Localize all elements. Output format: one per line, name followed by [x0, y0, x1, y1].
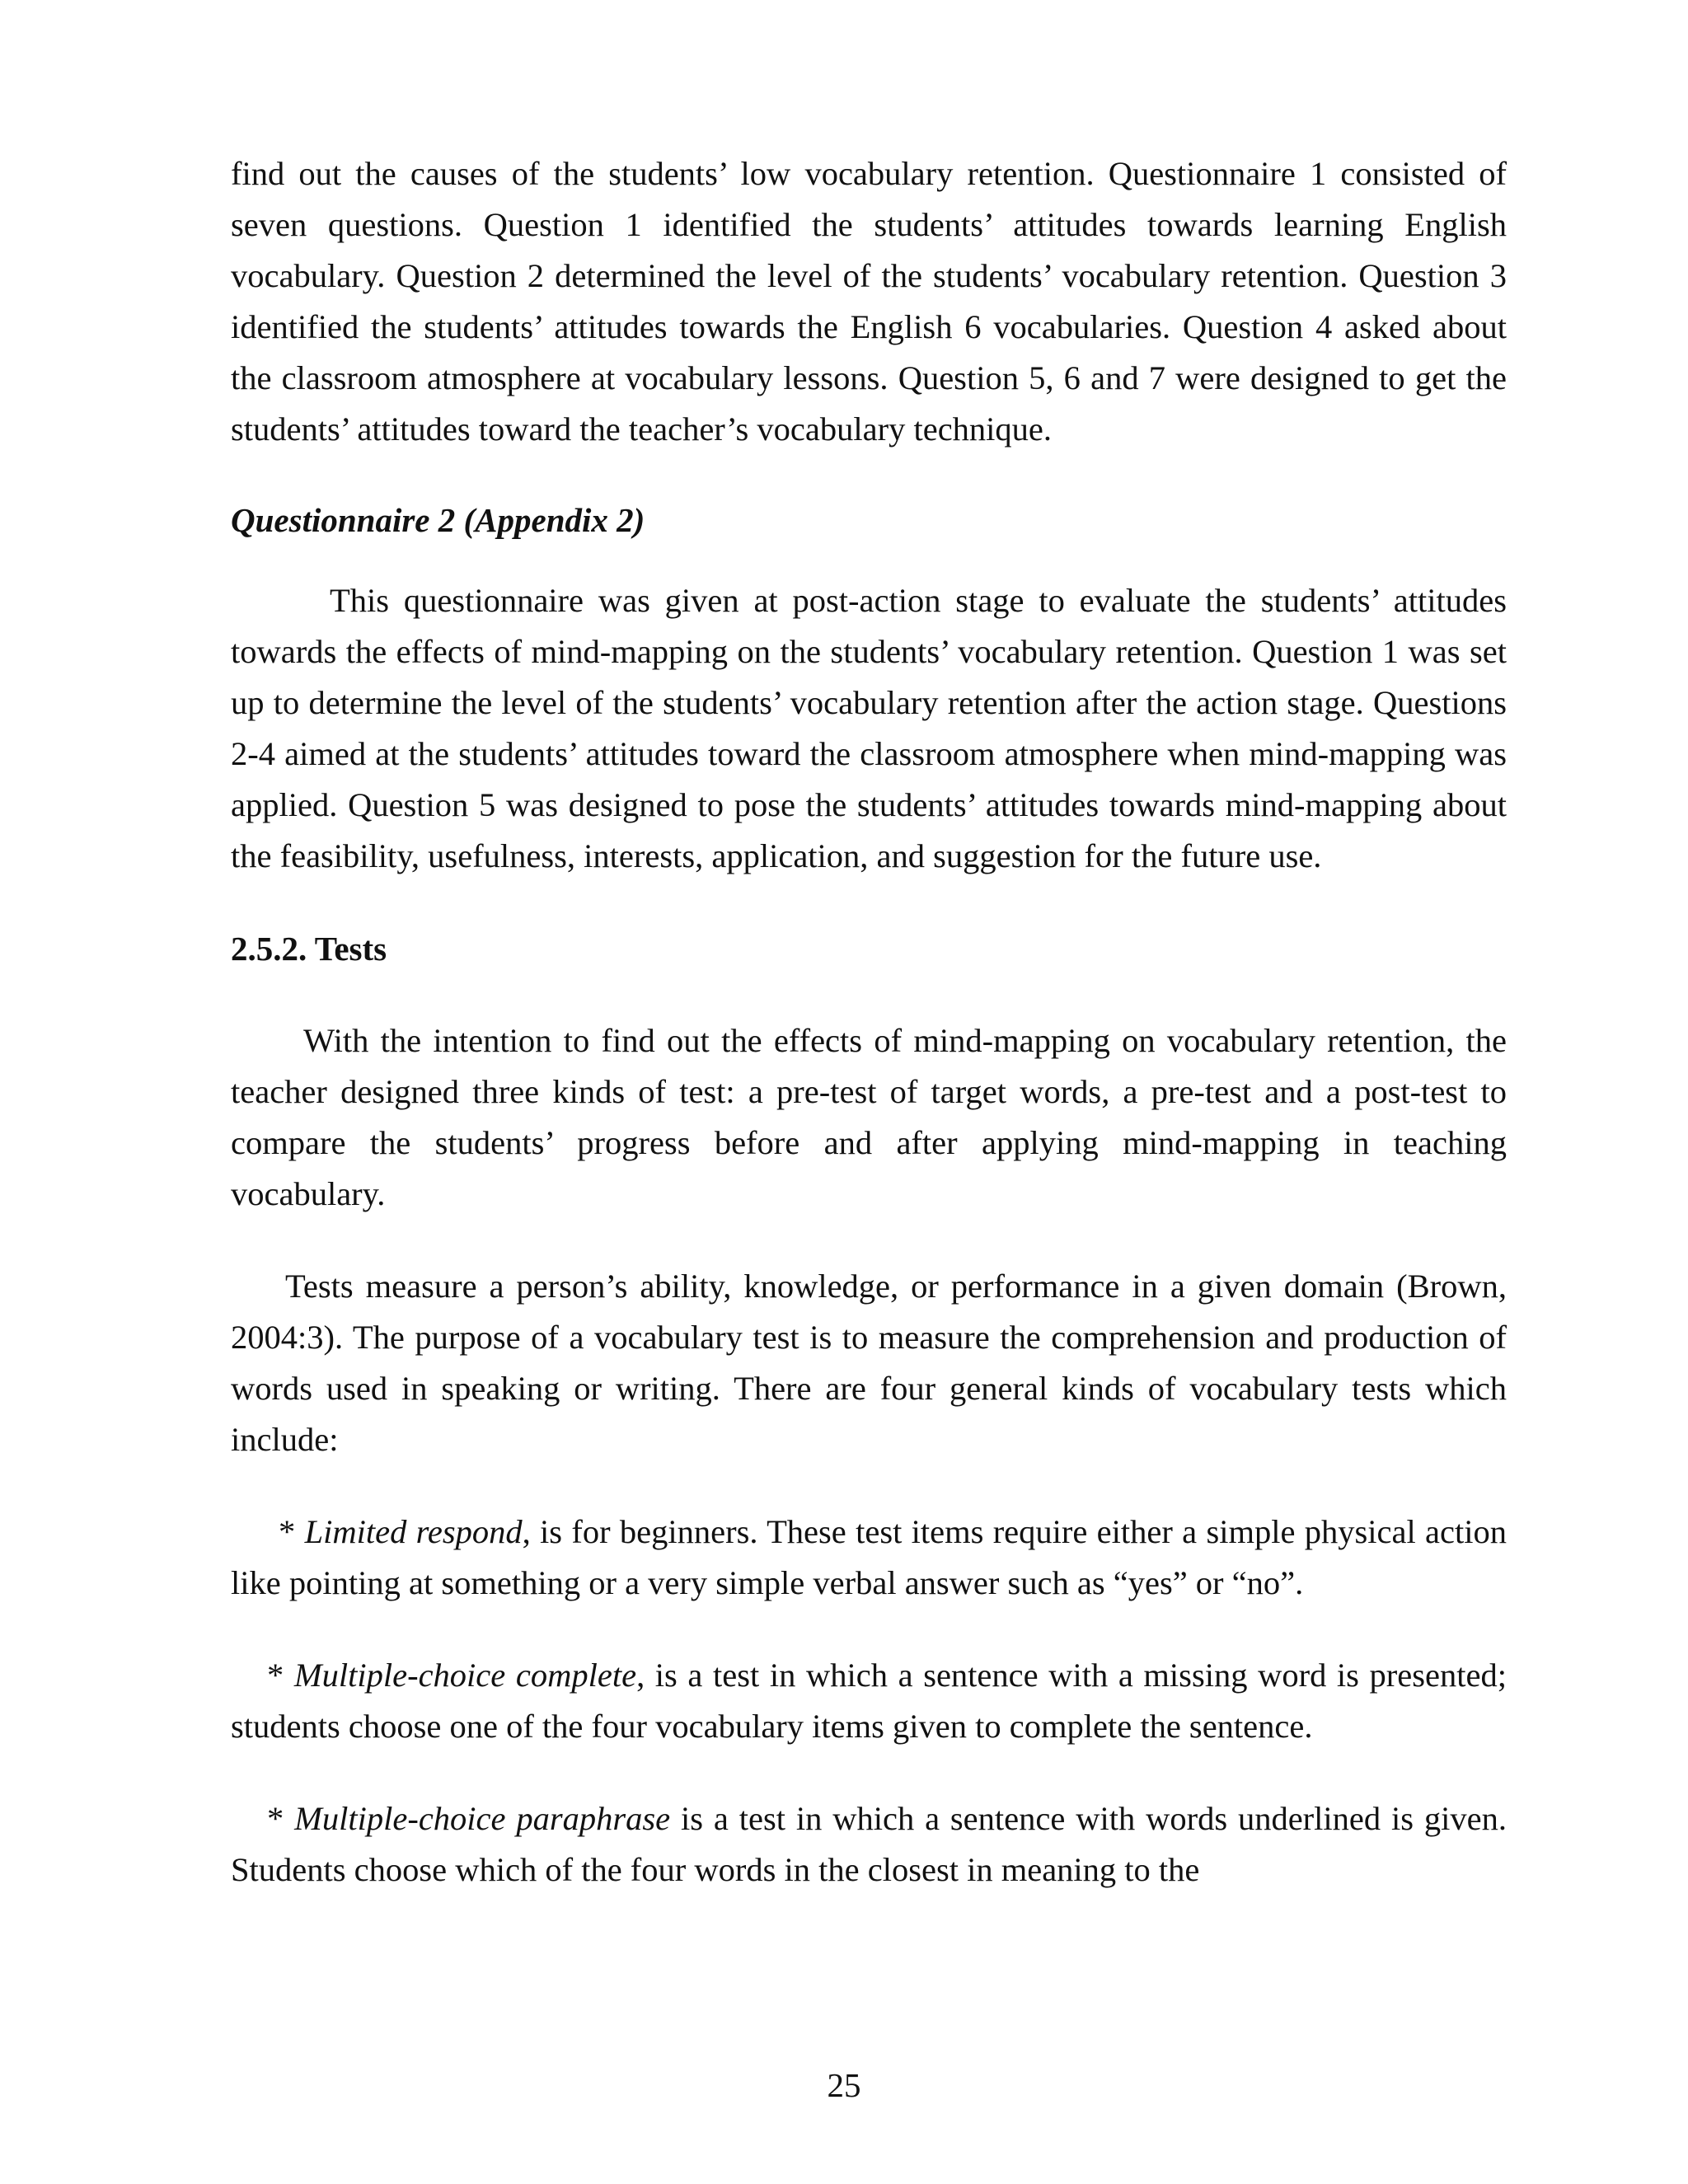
list-item-multiple-choice-paraphrase — [231, 1793, 1507, 1896]
term-multiple-choice-complete: Multiple-choice complete — [293, 1657, 637, 1694]
page-number: 25 — [827, 2066, 861, 2104]
bullet-marker: * — [279, 1513, 305, 1550]
paragraph-tests-definition: Tests measure a person’s ability, knowledge, or performance in a given domain (Brown, 2004:3). The purpose of a vocabulary test is to measure the comprehension and production of words used in speaking or writing. There are four general kinds of vocabulary tests which include: — [231, 1268, 1507, 1458]
heading-questionnaire-2: Questionnaire 2 (Appendix 2) — [231, 501, 645, 539]
page-body — [231, 148, 1507, 1896]
paragraph-questionnaire-2: This questionnaire was given at post-action stage to evaluate the students’ attitudes towards the effects of mind-mapping on the students’ vocabulary retention. Question 1 was set up to determine the level of the students’ vocabulary retention after the action stage. Questions 2-4 aimed at the students’ attitudes toward the classroom atmosphere when mind-mapping was applied. Question 5 was designed to pose the students’ attitudes towards mind-mapping about the feasibility, usefulness, interests, application, and suggestion for the future use. — [231, 582, 1507, 874]
term-multiple-choice-paraphrase: Multiple-choice paraphrase — [294, 1800, 671, 1837]
list-item-limited-respond — [231, 1507, 1507, 1609]
bullet-marker: * — [267, 1800, 295, 1837]
heading-tests: 2.5.2. Tests — [231, 930, 387, 968]
paragraph-questionnaire-1: find out the causes of the students’ low vocabulary retention. Questionnaire 1 consisted of seven questions. Question 1 identified the students’ attitudes towards learning English vocabulary. Question 2 determined the level of the students’ vocabulary retention. Question 3 identified the students’ attitudes towards the English 6 vocabularies. Question 4 asked about the classroom atmosphere at vocabulary lessons. Question 5, 6 and 7 were designed to get the students’ attitudes toward the teacher’s vocabulary technique. — [231, 155, 1507, 448]
list-item-multiple-choice-complete — [231, 1650, 1507, 1752]
term-limited-respond: Limited respond — [304, 1513, 523, 1550]
bullet-text: , is for beginners. These test items require either a simple physical action like pointing at something or a very simple verbal answer such as “yes” or “no”. — [231, 1513, 1507, 1601]
paragraph-tests-intent: With the intention to find out the effects of mind-mapping on vocabulary retention, the teacher designed three kinds of test: a pre-test of target words, a pre-test and a post-test to compare the students’ progress before and after applying mind-mapping in teaching vocabulary. — [231, 1022, 1507, 1212]
bullet-text: , is a test in which a sentence with a missing word is presented; students choose one of the four vocabulary items given to complete the sentence. — [231, 1657, 1507, 1745]
bullet-marker: * — [267, 1657, 294, 1694]
bullet-text: is a test in which a sentence with words underlined is given. Students choose which of the four words in the closest in meaning to the — [231, 1800, 1507, 1888]
